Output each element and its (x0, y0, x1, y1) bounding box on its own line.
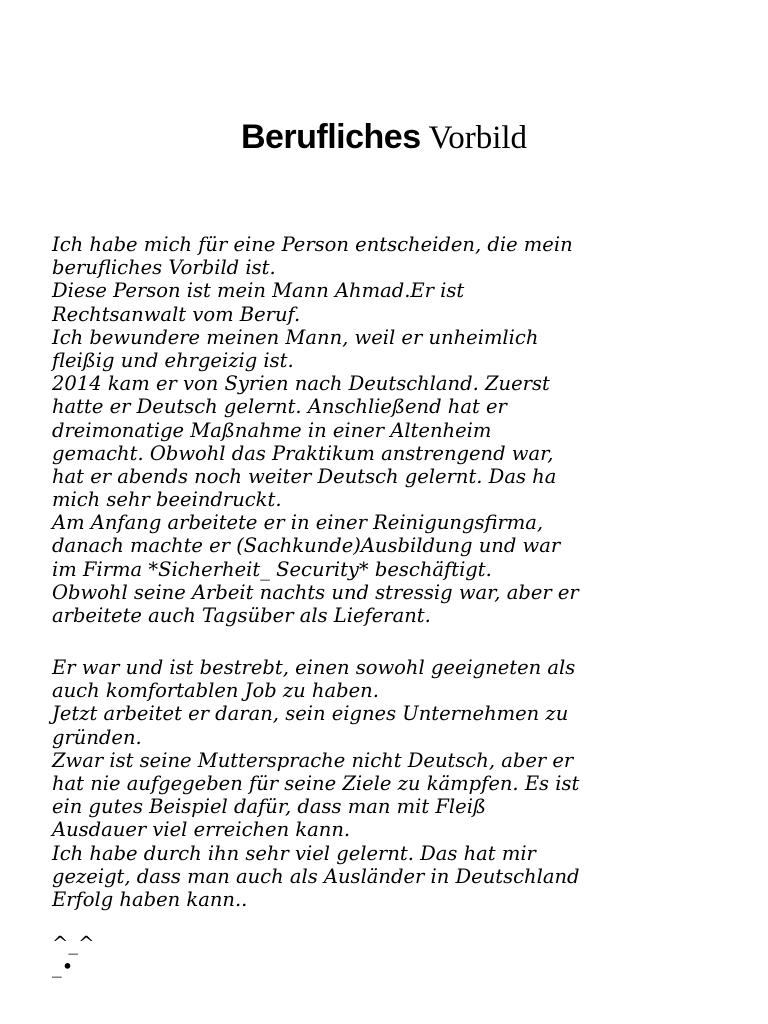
text-line: arbeitete auch Tagsüber als Lieferant. (52, 604, 431, 627)
text-line: ^_^ (52, 932, 95, 955)
text-line: hatte er Deutsch gelernt. Anschließend hat er (52, 395, 507, 419)
text-line: Jetzt arbeitet er daran, sein eignes Unternehmen zu (52, 702, 569, 726)
text-line: Ich bewundere meinen Mann, weil er unheimlich (52, 325, 539, 349)
text-line: berufliches Vorbild ist. (52, 256, 276, 280)
text-line: Erfolg haben kann.. (52, 887, 248, 911)
text-line: Diese Person ist mein Mann Ahmad.Er ist (52, 279, 465, 303)
text-line: dreimonatige Maßnahme in einer Altenheim (52, 418, 492, 442)
text-line: Ich habe durch ihn sehr viel gelernt. Das hat mir (52, 841, 536, 865)
paragraph-3 (52, 932, 94, 978)
text-line: im Firma *Sicherheit_ Security* beschäftigt. (52, 557, 492, 581)
text-line: gezeigt, dass man auch als Ausländer in Deutschland (52, 864, 580, 888)
text-line: Rechtsanwalt vom Beruf. (52, 302, 301, 326)
paragraph-1 (52, 233, 579, 627)
paragraph-2 (52, 656, 579, 911)
text-line: mich sehr beeindruckt. (52, 488, 282, 512)
document-title (0, 118, 768, 157)
text-line: Am Anfang arbeitete er in einer Reinigungsfirma, (52, 511, 544, 535)
text-line: danach machte er (Sachkunde)Ausbildung und war (52, 534, 561, 558)
text-line: auch komfortablen Job zu haben. (52, 679, 379, 703)
text-line: 2014 kam er von Syrien nach Deutschland. Zuerst (52, 372, 550, 396)
text-line: hat nie aufgegeben für seine Ziele zu kämpfen. Es ist (52, 771, 580, 795)
text-line: gemacht. Obwohl das Praktikum anstrengend war, (52, 441, 554, 465)
text-line: _• (52, 955, 74, 979)
title-bold-word: Berufliches (240, 118, 421, 156)
text-line: ein gutes Beispiel dafür, dass man mit Fleiß (52, 795, 486, 819)
text-line: gründen. (52, 725, 142, 749)
text-line: Ausdauer viel erreichen kann. (52, 818, 351, 842)
text-line: hat er abends noch weiter Deutsch gelernt. Das ha (52, 464, 557, 488)
text-line: Er war und ist bestrebt, einen sowohl geeigneten als (52, 656, 576, 679)
text-line: Ich habe mich für eine Person entscheiden, die mein (52, 233, 573, 256)
title-regular-word: Vorbild (428, 120, 528, 156)
text-line: Zwar ist seine Muttersprache nicht Deutsch, aber er (52, 748, 574, 772)
text-line: Obwohl seine Arbeit nachts und stressig war, aber er (52, 580, 579, 604)
text-line: fleißig und ehrgeizig ist. (52, 348, 294, 372)
